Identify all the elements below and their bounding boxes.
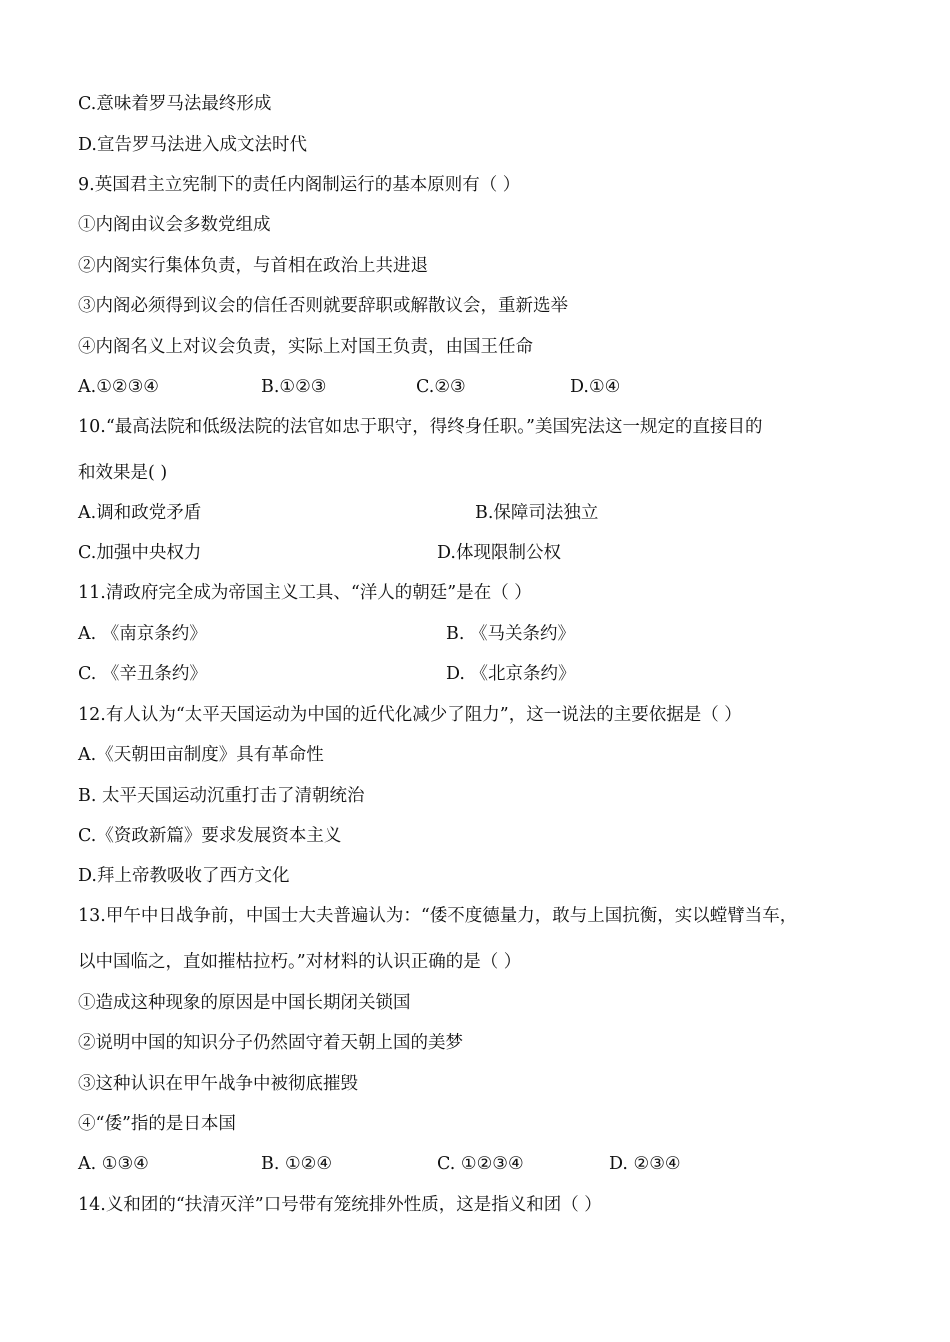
q13-stem-line2: 以中国临之，直如摧枯拉朽。”对材料的认识正确的是（ ） [78,952,522,972]
q9-stem: 9.英国君主立宪制下的责任内阁制运行的基本原则有（ ） [78,175,521,195]
q13-stem-line1: 13.甲午中日战争前，中国士大夫普遍认为：“倭不度德量力，敢与上国抗衡，实以螳臂当车， [78,906,798,926]
q11-stem: 11.清政府完全成为帝国主义工具、“洋人的朝廷”是在（ ） [78,583,532,603]
q9-item-4: ④内阁名义上对议会负责，实际上对国王负责，由国王任命 [78,337,533,357]
q11-options-row-1 [0,623,950,645]
q13-option-a: A. ①③④ [78,1154,149,1174]
q9-option-d: D.①④ [570,377,621,397]
q13-item-2: ②说明中国的知识分子仍然固守着天朝上国的美梦 [78,1033,463,1053]
q10-option-a: A.调和政党矛盾 [78,503,202,523]
q11-option-b: B. 《马关条约》 [446,624,575,644]
q13-item-4: ④“倭”指的是日本国 [78,1114,236,1134]
q12-option-c: C.《资政新篇》要求发展资本主义 [78,826,342,846]
q10-option-b: B.保障司法独立 [475,503,599,523]
q9-option-c: C.②③ [416,377,466,397]
q12-option-a: A.《天朝田亩制度》具有革命性 [78,745,324,765]
q13-option-c: C. ①②③④ [437,1154,524,1174]
q12-option-b: B. 太平天国运动沉重打击了清朝统治 [78,786,365,806]
q8-option-d: D.宣告罗马法进入成文法时代 [78,135,307,155]
q14-stem: 14.义和团的“扶清灭洋”口号带有笼统排外性质，这是指义和团（ ） [78,1195,602,1215]
q9-item-1: ①内阁由议会多数党组成 [78,215,271,235]
q11-option-a: A. 《南京条约》 [78,624,207,644]
q8-option-c: C.意味着罗马法最终形成 [78,94,272,114]
q11-options-row-2 [0,663,950,685]
q9-option-b: B.①②③ [261,377,327,397]
q13-item-3: ③这种认识在甲午战争中被彻底摧毁 [78,1074,358,1094]
q13-options-row [0,1153,950,1175]
q10-stem-line2: 和效果是( ) [78,463,168,483]
q9-item-2: ②内阁实行集体负责，与首相在政治上共进退 [78,256,428,276]
q13-option-d: D. ②③④ [609,1154,681,1174]
q9-item-3: ③内阁必须得到议会的信任否则就要辞职或解散议会，重新选举 [78,296,568,316]
q10-options-row-1 [0,502,950,524]
q12-option-d: D.拜上帝教吸收了西方文化 [78,866,290,886]
q11-option-c: C. 《辛丑条约》 [78,664,207,684]
q11-option-d: D. 《北京条约》 [446,664,576,684]
q10-stem-line1: 10.“最高法院和低级法院的法官如忠于职守，得终身任职。”美国宪法这一规定的直接目的 [78,417,763,437]
q10-option-d: D.体现限制公权 [437,543,561,563]
q13-item-1: ①造成这种现象的原因是中国长期闭关锁国 [78,993,411,1013]
q12-stem: 12.有人认为“太平天国运动为中国的近代化减少了阻力”，这一说法的主要依据是（ ） [78,705,742,725]
q10-options-row-2 [0,542,950,564]
q10-option-c: C.加强中央权力 [78,543,202,563]
q9-option-a: A.①②③④ [78,377,159,397]
q9-options-row [0,376,950,398]
q13-option-b: B. ①②④ [261,1154,333,1174]
